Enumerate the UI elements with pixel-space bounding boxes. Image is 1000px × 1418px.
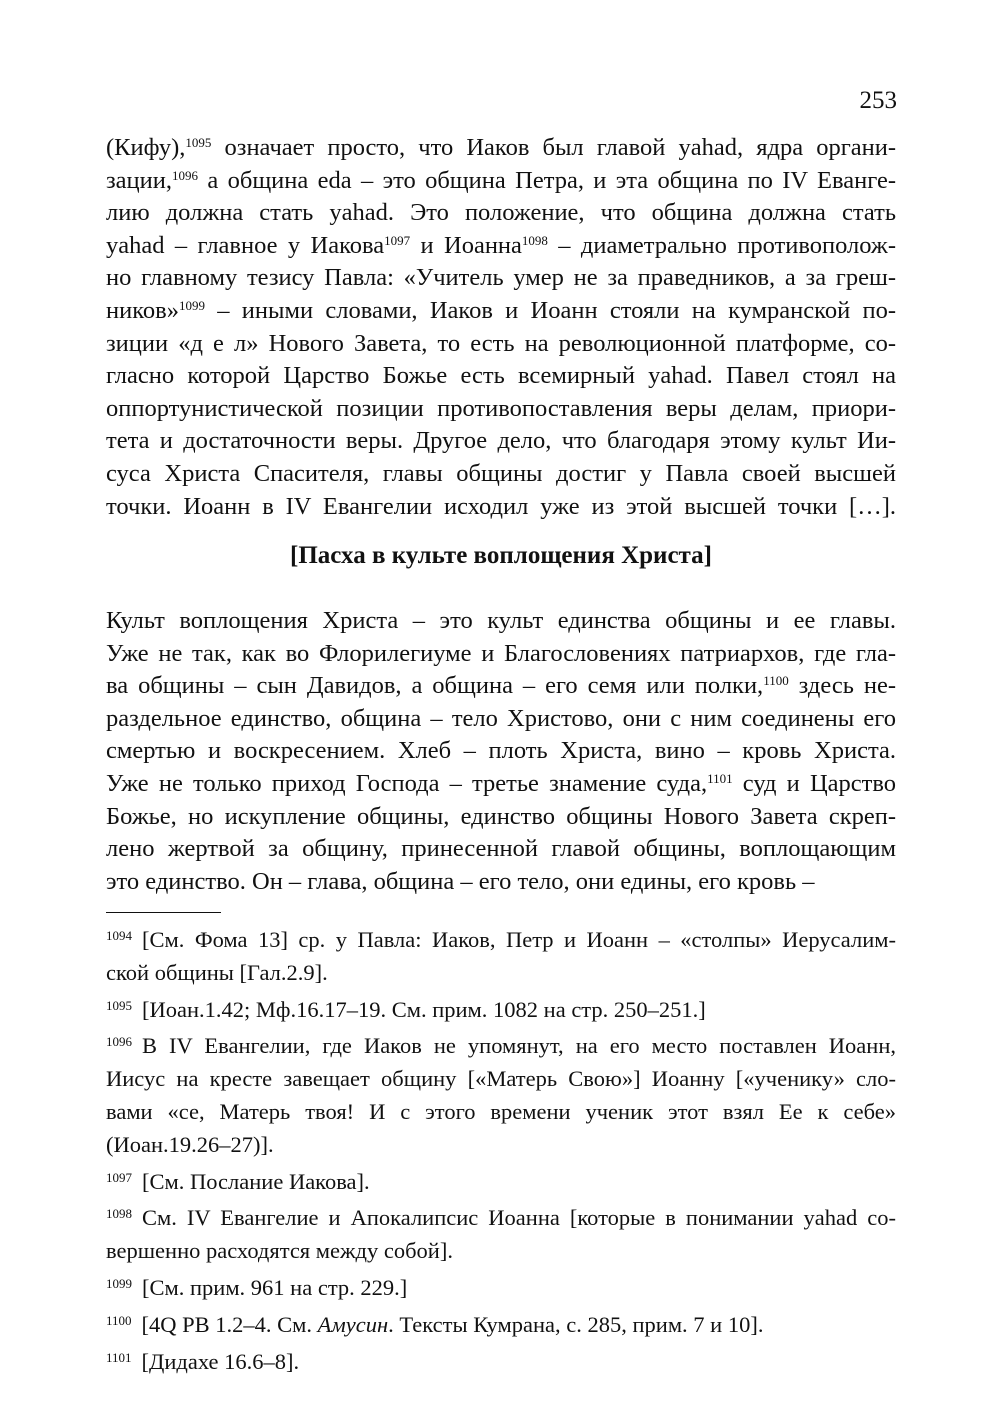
footnote-line	[106, 1063, 896, 1096]
footnote-number: 1099	[106, 1275, 132, 1291]
text-run: зиции «д е л» Нового Завета, то есть на революционной платформе, со-	[106, 329, 896, 357]
footnote-number: 1098	[106, 1206, 132, 1222]
text-line	[106, 393, 896, 426]
text-line	[106, 458, 896, 491]
text-line	[106, 491, 896, 524]
footnote-text: [См. прим. 961 на стр. 229.]	[142, 1274, 408, 1300]
footnote-text: [4Q PB 1.2–4. См.	[141, 1311, 318, 1337]
text-run: ников»	[106, 296, 179, 324]
footnote-text: [См. Послание Иакова].	[142, 1168, 370, 1194]
text-run: точки. Иоанн в IV Евангелии исходил уже из этой высшей точки […].	[106, 492, 896, 520]
text-line	[106, 866, 896, 899]
page-number: 253	[859, 87, 897, 114]
text-line	[106, 833, 896, 866]
footnote-number: 1096	[106, 1034, 132, 1050]
text-line	[106, 703, 896, 736]
footnote-author: Амусин	[317, 1311, 389, 1337]
text-line	[106, 295, 896, 328]
text-line	[106, 801, 896, 834]
footnote-number: 1100	[106, 1312, 132, 1328]
text-run: Уже не только приход Господа – третье знамение суда,	[106, 769, 708, 797]
text-line	[106, 165, 896, 198]
footnote-line	[106, 1198, 896, 1235]
footnote-number: 1097	[106, 1169, 132, 1185]
footnote-text: Иисус на кресте завещает общину [«Матерь Свою»] Иоанну [«ученику» сло-	[106, 1066, 896, 1092]
text-run: Культ воплощения Христа – это культ единства общины и ее главы.	[106, 607, 896, 634]
text-line	[106, 638, 896, 671]
footnote-reference[interactable]: 1095	[185, 135, 212, 150]
footnote-reference[interactable]: 1099	[178, 297, 205, 313]
footnote-text: . Тексты Кумрана, с. 285, прим. 7 и 10].	[388, 1311, 764, 1337]
text-run: и Иоанна	[410, 231, 522, 259]
text-run: зации,	[106, 166, 173, 194]
text-run: это единство. Он – глава, община – его тело, они едины, его кровь –	[106, 867, 815, 895]
text-run: тета и достаточности веры. Другое дело, что благодаря этому культ Ии-	[106, 427, 896, 455]
footnote-line	[106, 1268, 896, 1305]
text-run: оппортунистической позиции противопоставления веры делам, приори-	[106, 394, 896, 422]
text-line	[106, 262, 896, 295]
text-run: – диаметрально противополож-	[547, 231, 896, 259]
text-run: суд и Царство	[732, 769, 897, 797]
main-paragraph-2	[106, 605, 896, 898]
footnote-line	[106, 1235, 896, 1268]
text-run: yahad – главное у Иакова	[106, 231, 385, 259]
footnote-text: ской общины [Гал.2.9].	[106, 959, 328, 985]
footnotes	[106, 920, 896, 1378]
footnote-separator	[106, 912, 221, 913]
text-line	[106, 197, 896, 230]
footnote-reference[interactable]: 1096	[172, 167, 199, 183]
text-run: Уже не так, как во Флорилегиуме и Благословениях патриархов, где гла-	[106, 639, 896, 667]
footnote-number: 1095	[106, 997, 132, 1013]
text-run: лено жертвой за общину, принесенной главой общины, воплощающим	[106, 835, 896, 863]
footnote-reference[interactable]: 1100	[763, 673, 789, 689]
footnote-reference[interactable]: 1101	[707, 770, 733, 786]
text-line	[106, 605, 896, 638]
footnote-line	[106, 1026, 896, 1063]
footnote-line	[106, 1162, 896, 1199]
text-run: лию должна стать yahad. Это положение, что община должна стать	[106, 199, 896, 227]
text-line	[106, 328, 896, 361]
text-run: гласно которой Царство Божье есть всемирный yahad. Павел стоял на	[106, 362, 896, 390]
text-run: но главному тезису Павла: «Учитель умер не за праведников, а за греш-	[106, 264, 896, 292]
footnote-text: См. IV Евангелие и Апокалипсис Иоанна [которые в понимании yahad со-	[142, 1205, 896, 1231]
text-run: суса Христа Спасителя, главы общины достиг у Павла своей высшей	[106, 459, 896, 487]
footnote-line	[106, 957, 896, 990]
text-run: смертью и воскресением. Хлеб – плоть Христа, вино – кровь Христа.	[106, 737, 896, 765]
text-run: здесь не-	[788, 672, 896, 700]
text-run: Божье, но искупление общины, единство общины Нового Завета скреп-	[106, 802, 896, 830]
text-line	[106, 670, 896, 703]
footnote-line	[106, 1305, 896, 1342]
footnote-text: [Иоан.1.42; Мф.16.17–19. См. прим. 1082 на стр. 250–251.]	[142, 996, 706, 1022]
text-line	[106, 735, 896, 768]
text-run: означает просто, что Иаков был главой yahad, ядра органи-	[211, 134, 896, 161]
text-run: (Кифу),	[106, 134, 186, 161]
text-line	[106, 360, 896, 393]
footnote-text: [См. Фома 13] ср. у Павла: Иаков, Петр и Иоанн – «столпы» Иерусалим-	[142, 927, 896, 952]
footnote-line	[106, 1096, 896, 1129]
text-line	[106, 768, 896, 801]
footnote-line	[106, 920, 896, 957]
text-line	[106, 425, 896, 458]
footnote-text: В IV Евангелии, где Иаков не упомянут, на его место поставлен Иоанн,	[142, 1033, 896, 1059]
footnote-reference[interactable]: 1098	[521, 232, 548, 248]
footnote-text: (Иоан.19.26–27)].	[106, 1131, 274, 1157]
text-run: раздельное единство, община – тело Христово, они с ним соединены его	[106, 704, 896, 732]
main-paragraph-1	[106, 132, 896, 523]
footnote-line	[106, 1129, 896, 1162]
footnote-line	[106, 1342, 896, 1379]
footnote-line	[106, 990, 896, 1027]
section-heading: [Пасха в культе воплощения Христа]	[290, 542, 712, 569]
footnote-text: вершенно расходятся между собой].	[106, 1238, 453, 1264]
text-run: а община eda – это община Петра, и эта община по IV Еванге-	[198, 166, 896, 194]
text-line	[106, 132, 896, 165]
text-run: – иными словами, Иаков и Иоанн стояли на кумранской по-	[204, 296, 896, 324]
text-run: ва общины – сын Давидов, а община – его семя или полки,	[106, 672, 764, 700]
footnote-text: [Дидахе 16.6–8].	[141, 1348, 300, 1374]
footnote-number: 1101	[106, 1349, 132, 1365]
footnote-number: 1094	[106, 928, 132, 943]
footnote-text: вами «се, Матерь твоя! И с этого времени ученик этот взял Ее к себе»	[106, 1098, 896, 1124]
text-line	[106, 230, 896, 263]
footnote-reference[interactable]: 1097	[384, 232, 411, 248]
